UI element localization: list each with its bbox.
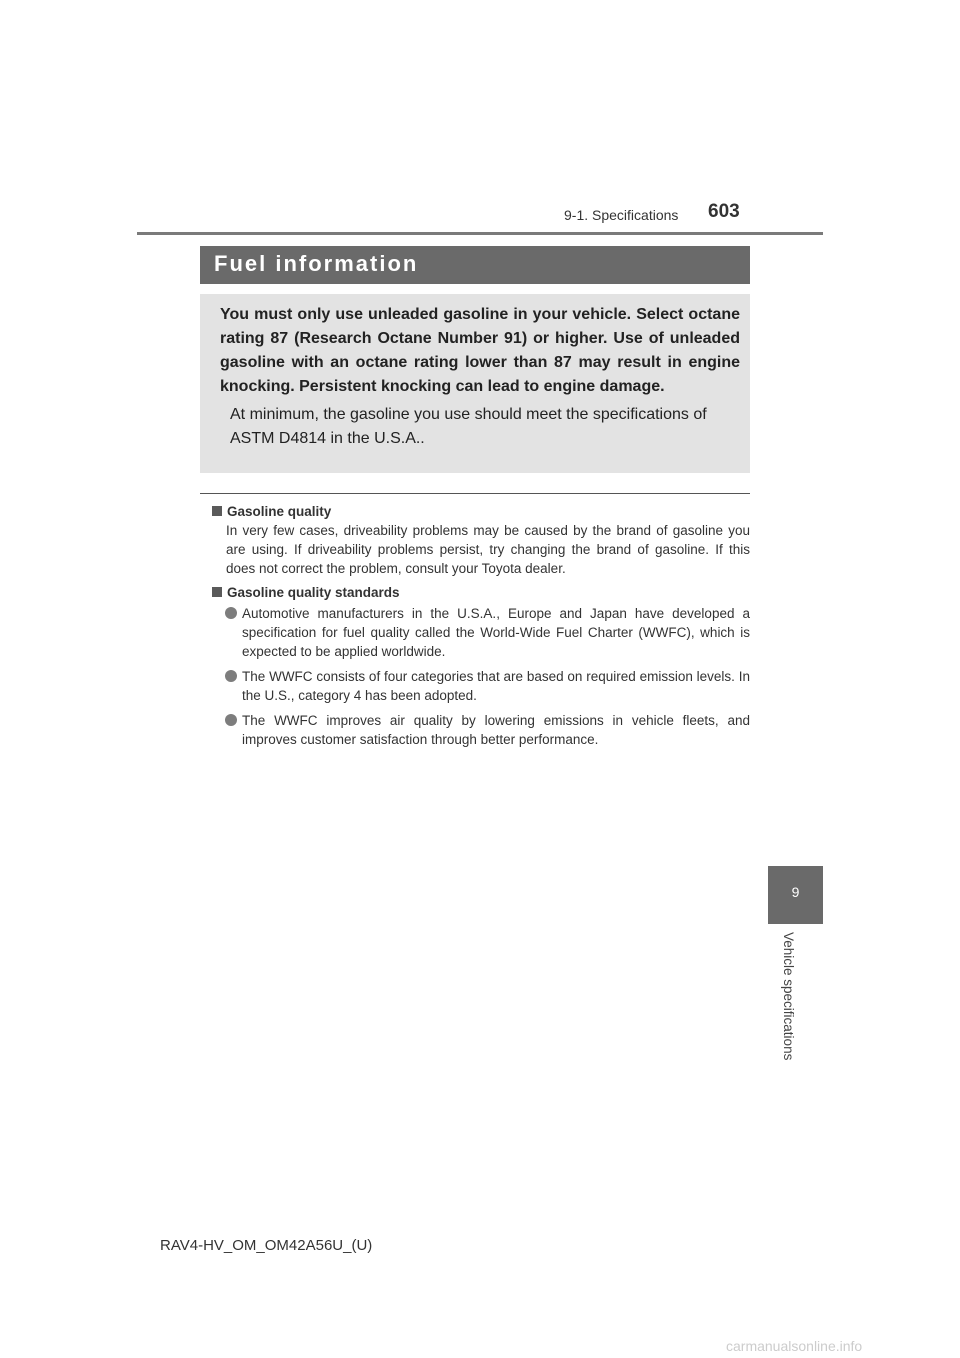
circle-bullet-icon — [225, 607, 237, 619]
heading-text: Gasoline quality standards — [227, 585, 400, 600]
list-item-text: The WWFC improves air quality by lowering emissions in vehicle fleets, and improves customer satisfaction through better performance. — [242, 713, 750, 747]
summary-note: At minimum, the gasoline you use should meet the specifications of ASTM D4814 in the U.S.A.. — [230, 406, 707, 447]
page-number: 603 — [708, 201, 740, 222]
header-rule — [137, 232, 823, 235]
list-item — [242, 604, 750, 661]
summary-bold-text: You must only use unleaded gasoline in your vehicle. Select octane rating 87 (Research Octane Number 91) or higher. Use of unleaded gasoline with an octane rating lower than 87 may result in engine knocking. Persistent knocking can lead to engine damage. — [220, 306, 740, 395]
chapter-label-text: Vehicle specifications — [781, 932, 796, 1061]
chapter-number: 9 — [791, 884, 800, 900]
square-bullet-icon — [212, 587, 222, 597]
list-item — [242, 711, 750, 749]
chapter-label — [781, 932, 806, 1082]
list-item-text: Automotive manufacturers in the U.S.A., Europe and Japan have developed a specification for fuel quality called the World-Wide Fuel Charter (WWFC), which is expected to be applied worldwide. — [242, 606, 750, 659]
content-body — [212, 502, 750, 755]
watermark-text: carmanualsonline.info — [726, 1338, 863, 1354]
section-title-bar — [200, 246, 750, 284]
heading-text: Gasoline quality — [227, 504, 332, 519]
circle-bullet-icon — [225, 670, 237, 682]
page-title: Fuel information — [214, 251, 419, 276]
heading-gasoline-quality — [212, 502, 750, 521]
gasoline-quality-text: In very few cases, driveability problems may be caused by the brand of gasoline you are using. If driveability problems persist, try changing the brand of gasoline. If this does not correct the problem, consult your Toyota dealer. — [226, 523, 750, 576]
divider — [200, 493, 750, 494]
list-item-text: The WWFC consists of four categories that are based on required emission levels. In the U.S., category 4 has been adopted. — [242, 669, 750, 703]
list-item — [242, 667, 750, 705]
summary-box — [200, 294, 750, 473]
heading-gasoline-quality-standards — [212, 583, 750, 602]
circle-bullet-icon — [225, 714, 237, 726]
footer-doc-code: RAV4-HV_OM_OM42A56U_(U) — [160, 1237, 373, 1254]
chapter-tab — [768, 866, 823, 924]
section-reference: 9-1. Specifications — [564, 207, 679, 223]
square-bullet-icon — [212, 506, 222, 516]
